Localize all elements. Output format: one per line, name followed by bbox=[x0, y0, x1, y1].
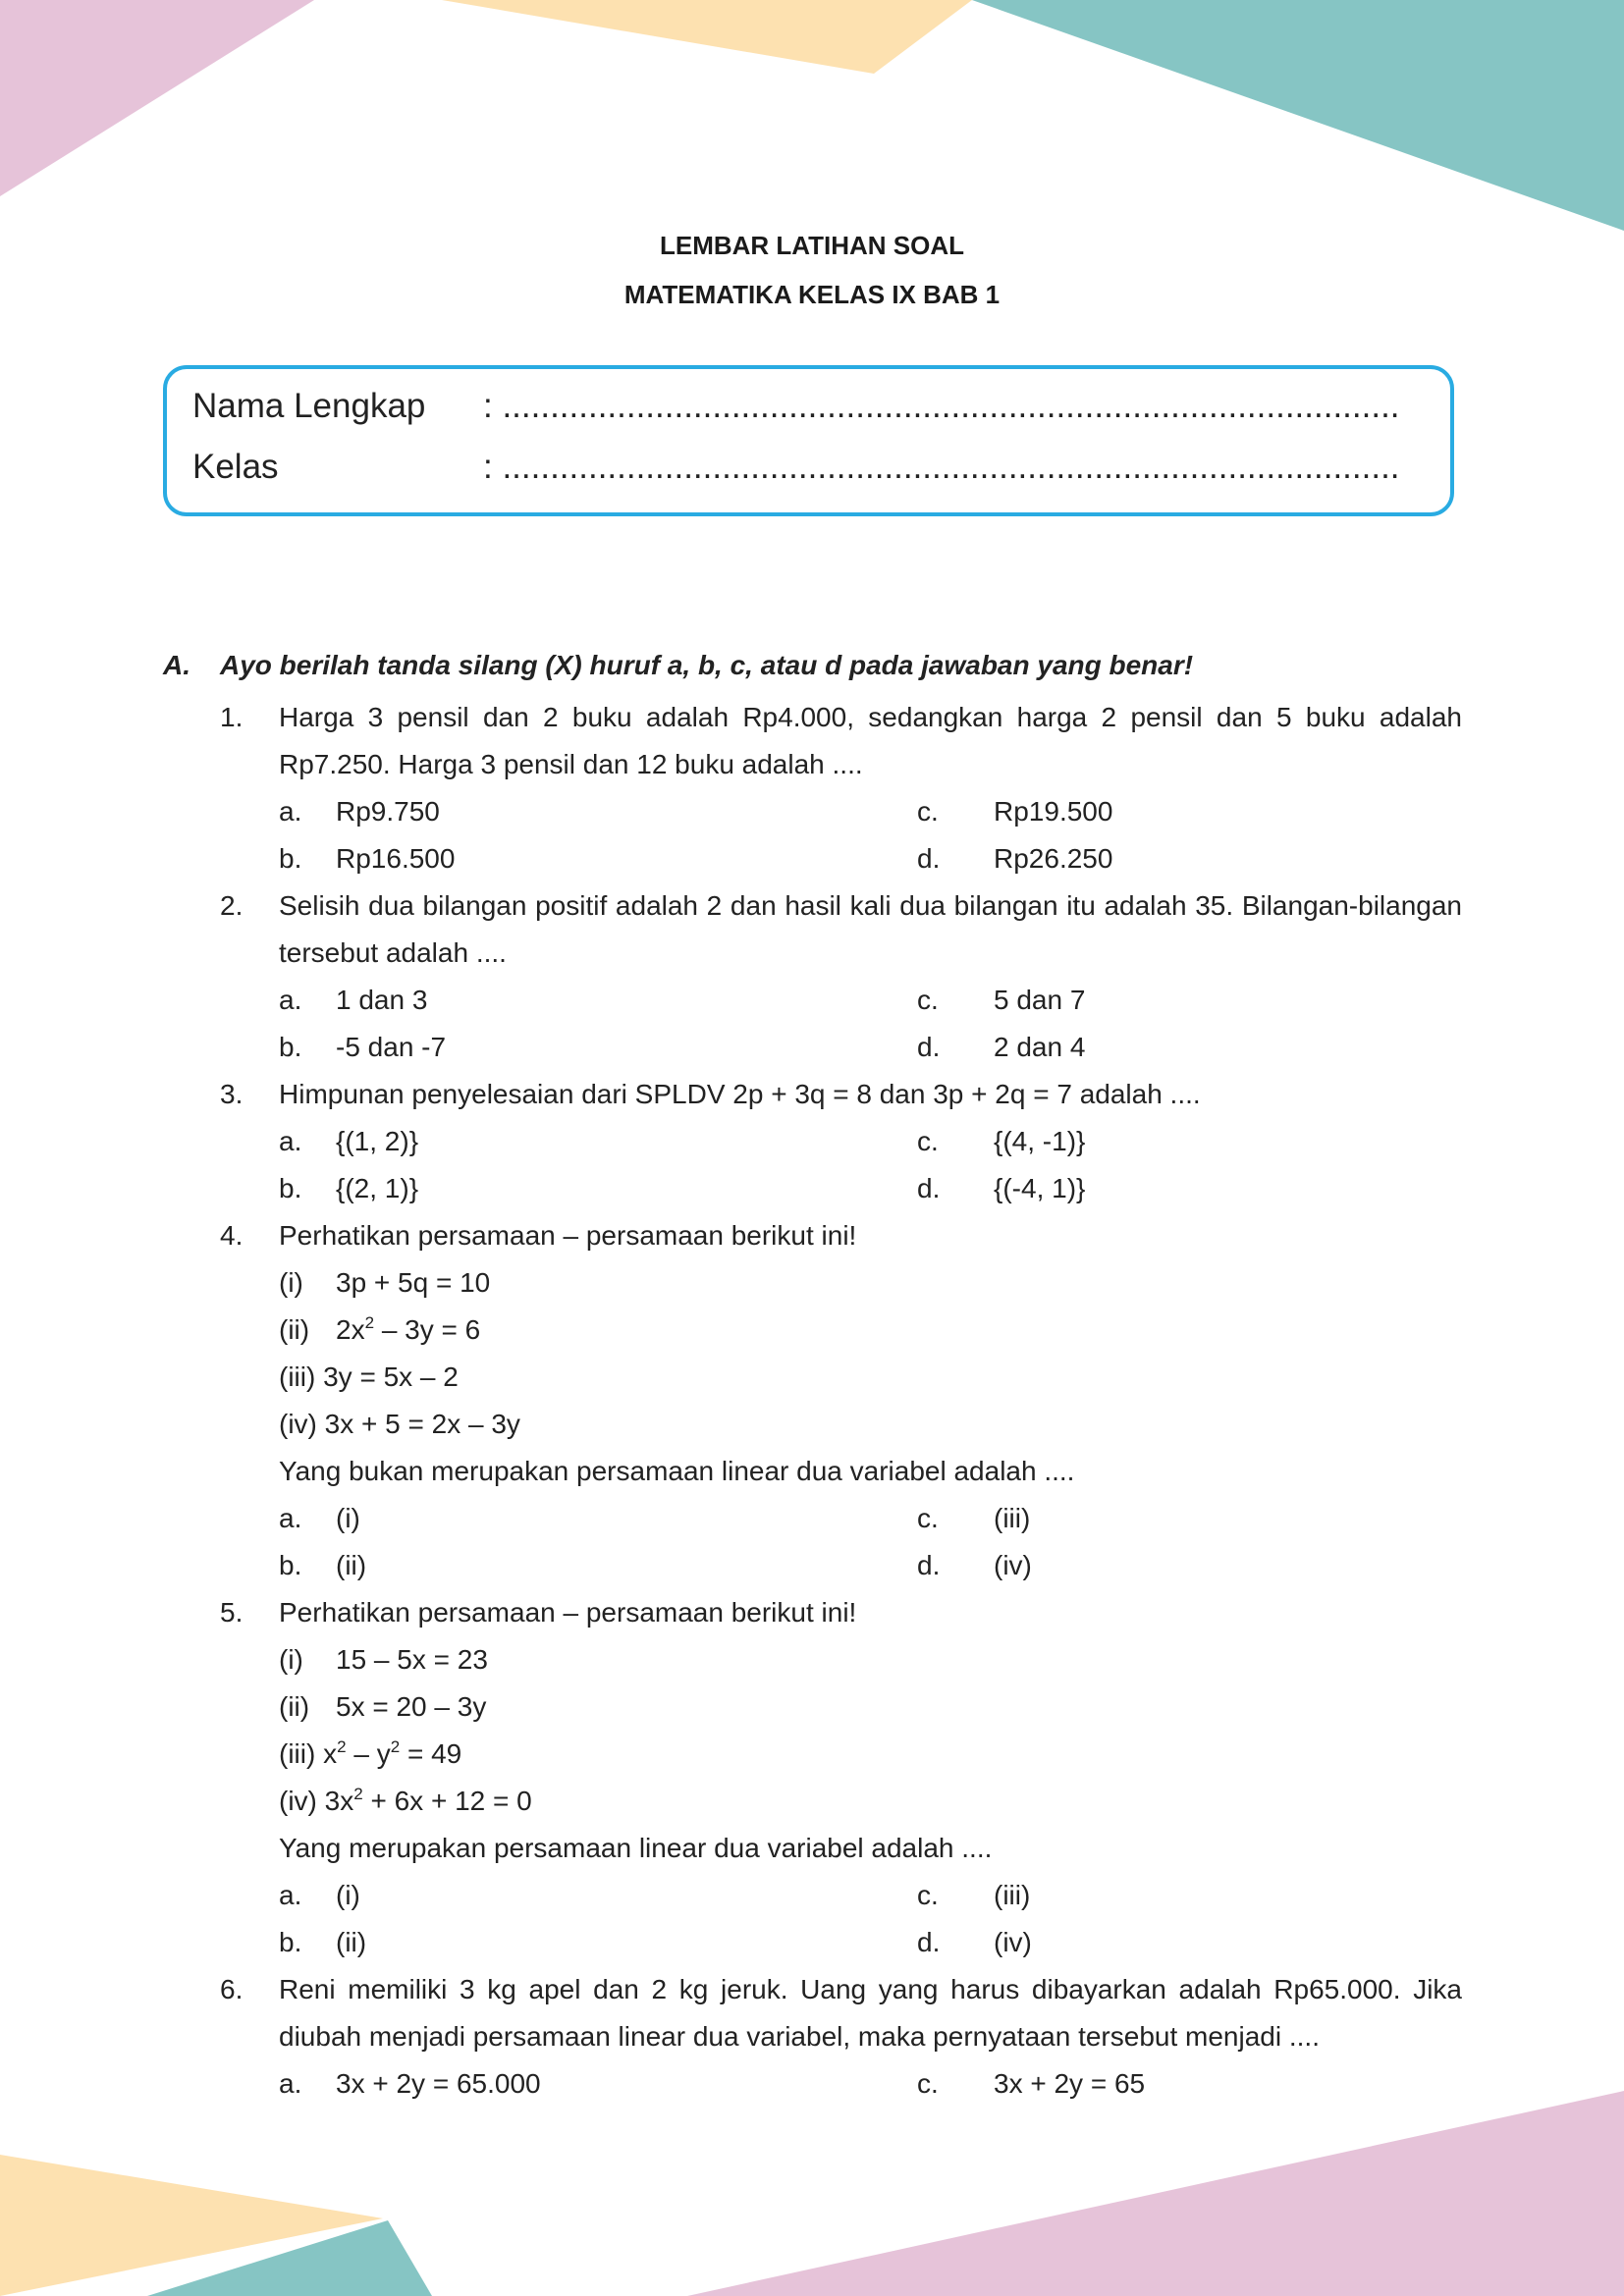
option-text[interactable]: -5 dan -7 bbox=[336, 1032, 447, 1062]
option-letter[interactable]: b. bbox=[279, 843, 302, 874]
top-right-teal-shape bbox=[972, 0, 1624, 231]
option-letter[interactable]: a. bbox=[279, 985, 302, 1015]
option-text[interactable]: (ii) bbox=[336, 1550, 367, 1580]
name-row bbox=[192, 387, 1400, 426]
question-number: 2. bbox=[220, 890, 244, 921]
option-letter[interactable]: c. bbox=[917, 2068, 939, 2099]
option-text[interactable]: {(1, 2)} bbox=[336, 1126, 419, 1156]
question-text: Harga 3 pensil dan 2 buku adalah Rp4.000, sedangkan harga 2 pensil dan 5 buku adalah bbox=[279, 702, 1462, 732]
statement-text: 5x = 20 – 3y bbox=[336, 1691, 487, 1722]
question-number: 5. bbox=[220, 1597, 244, 1628]
class-field[interactable]: : .............................................................................................. bbox=[483, 448, 1400, 486]
option-letter[interactable]: c. bbox=[917, 985, 939, 1015]
option-text[interactable]: 5 dan 7 bbox=[994, 985, 1086, 1015]
name-label: Nama Lengkap bbox=[192, 387, 426, 425]
option-letter[interactable]: c. bbox=[917, 1880, 939, 1910]
option-letter[interactable]: d. bbox=[917, 843, 941, 874]
option-letter[interactable]: a. bbox=[279, 796, 302, 827]
question-number: 3. bbox=[220, 1079, 244, 1109]
question-prompt: Yang bukan merupakan persamaan linear dua variabel adalah .... bbox=[279, 1456, 1075, 1486]
option-letter[interactable]: c. bbox=[917, 1126, 939, 1156]
statement-text: $2x^2 - 3y = 6$ bbox=[336, 1313, 481, 1345]
option-text[interactable]: (i) bbox=[336, 1880, 360, 1910]
statement-text: 15 – 5x = 23 bbox=[336, 1644, 488, 1675]
question-number: 6. bbox=[220, 1974, 244, 2004]
option-text[interactable]: (iii) bbox=[994, 1880, 1031, 1910]
section-heading bbox=[163, 650, 1193, 681]
section-instruction: Ayo berilah tanda silang (X) huruf a, b, c, atau d pada jawaban yang benar! bbox=[220, 650, 1194, 680]
statement-label: (i) bbox=[279, 1644, 303, 1675]
worksheet-title: LEMBAR LATIHAN SOAL bbox=[659, 231, 965, 260]
option-letter[interactable]: a. bbox=[279, 1880, 302, 1910]
option-text[interactable]: Rp26.250 bbox=[994, 843, 1113, 874]
statement-label: (i) bbox=[279, 1267, 303, 1298]
question-text: Selisih dua bilangan positif adalah 2 dan hasil kali dua bilangan itu adalah 35. Bilangan-bilangan bbox=[279, 890, 1462, 921]
option-text[interactable]: (iv) bbox=[994, 1927, 1032, 1957]
student-identity-box bbox=[163, 365, 1454, 516]
statement-text: (iii) $x^2 - y^2 = 49$ bbox=[279, 1737, 462, 1769]
option-text[interactable]: Rp16.500 bbox=[336, 843, 456, 874]
statement-text: (iv) 3x + 5 = 2x – 3y bbox=[279, 1409, 520, 1439]
option-letter[interactable]: a. bbox=[279, 1503, 302, 1533]
name-field[interactable]: : .............................................................................................. bbox=[483, 387, 1400, 425]
option-letter[interactable]: b. bbox=[279, 1173, 302, 1203]
question-text: Himpunan penyelesaian dari SPLDV 2p + 3q = 8 dan 3p + 2q = 7 adalah .... bbox=[279, 1079, 1201, 1109]
question-text: tersebut adalah .... bbox=[279, 937, 507, 968]
bottom-right-pink-shape bbox=[687, 2091, 1624, 2296]
worksheet-subtitle: MATEMATIKA KELAS IX BAB 1 bbox=[623, 280, 1001, 309]
option-text[interactable]: {(-4, 1)} bbox=[994, 1173, 1086, 1203]
option-letter[interactable]: c. bbox=[917, 796, 939, 827]
option-text[interactable]: (ii) bbox=[336, 1927, 367, 1957]
option-letter[interactable]: a. bbox=[279, 2068, 302, 2099]
option-text[interactable]: {(4, -1)} bbox=[994, 1126, 1086, 1156]
option-letter[interactable]: a. bbox=[279, 1126, 302, 1156]
statement-text: (iii) 3y = 5x – 2 bbox=[279, 1362, 459, 1392]
option-text[interactable]: 2 dan 4 bbox=[994, 1032, 1086, 1062]
top-peach-shape bbox=[442, 0, 972, 74]
class-row bbox=[192, 448, 1400, 487]
option-text[interactable]: (iii) bbox=[994, 1503, 1031, 1533]
option-letter[interactable]: d. bbox=[917, 1550, 941, 1580]
question-number: 1. bbox=[220, 702, 244, 732]
option-letter[interactable]: c. bbox=[917, 1503, 939, 1533]
option-letter[interactable]: b. bbox=[279, 1550, 302, 1580]
question-text: Perhatikan persamaan – persamaan berikut ini! bbox=[279, 1597, 857, 1628]
top-left-pink-shape bbox=[0, 0, 314, 196]
option-letter[interactable]: d. bbox=[917, 1173, 941, 1203]
statement-label: (ii) bbox=[279, 1691, 310, 1722]
statement-text: (iv) $3x^2 + 6x + 12 = 0$ bbox=[279, 1785, 532, 1816]
option-text[interactable]: Rp9.750 bbox=[336, 796, 440, 827]
option-letter[interactable]: b. bbox=[279, 1032, 302, 1062]
option-letter[interactable]: b. bbox=[279, 1927, 302, 1957]
option-letter[interactable]: d. bbox=[917, 1032, 941, 1062]
question-text: Perhatikan persamaan – persamaan berikut ini! bbox=[279, 1220, 857, 1251]
section-letter: A. bbox=[163, 650, 190, 680]
option-text[interactable]: 3x + 2y = 65 bbox=[994, 2068, 1146, 2099]
question-text: Rp7.250. Harga 3 pensil dan 12 buku adalah .... bbox=[279, 749, 863, 779]
option-text[interactable]: Rp19.500 bbox=[994, 796, 1113, 827]
option-text[interactable]: (i) bbox=[336, 1503, 360, 1533]
option-text[interactable]: 3x + 2y = 65.000 bbox=[336, 2068, 541, 2099]
option-text[interactable]: (iv) bbox=[994, 1550, 1032, 1580]
statement-text: 3p + 5q = 10 bbox=[336, 1267, 491, 1298]
question-number: 4. bbox=[220, 1220, 244, 1251]
option-letter[interactable]: d. bbox=[917, 1927, 941, 1957]
option-text[interactable]: {(2, 1)} bbox=[336, 1173, 419, 1203]
statement-label: (ii) bbox=[279, 1314, 310, 1345]
question-text: diubah menjadi persamaan linear dua variabel, maka pernyataan tersebut menjadi .... bbox=[279, 2021, 1320, 2052]
option-text[interactable]: 1 dan 3 bbox=[336, 985, 428, 1015]
question-prompt: Yang merupakan persamaan linear dua variabel adalah .... bbox=[279, 1833, 993, 1863]
class-label: Kelas bbox=[192, 448, 279, 486]
question-text: Reni memiliki 3 kg apel dan 2 kg jeruk. Uang yang harus dibayarkan adalah Rp65.000. Jika bbox=[279, 1974, 1462, 2004]
